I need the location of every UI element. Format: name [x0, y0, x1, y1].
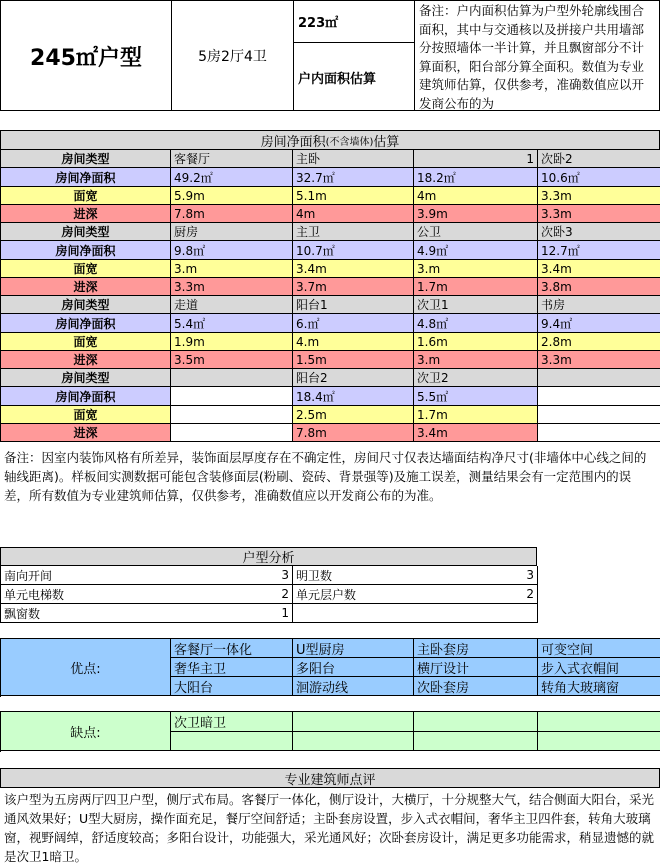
rooms-grid [0, 150, 660, 442]
room-cell [538, 369, 660, 387]
room-cell: 3.5m [171, 351, 293, 369]
room-cell: 2.8m [538, 333, 660, 351]
analysis-value: 3 [171, 566, 293, 585]
room-cell: 5.4㎡ [171, 314, 293, 333]
room-cell: 4m [414, 187, 538, 205]
room-cell: 4.m [293, 333, 414, 351]
room-area-label: 房间净面积 [1, 314, 171, 333]
analysis-label: 明卫数 [293, 566, 414, 585]
room-cell: 6.㎡ [293, 314, 414, 333]
analysis-label: 南向开间 [1, 566, 171, 585]
room-cell: 书房 [538, 296, 660, 314]
analysis-label: 飘窗数 [1, 604, 171, 623]
room-cell: 3.4m [414, 424, 538, 442]
room-cell: 3.9m [414, 205, 538, 223]
room-type-label: 房间类型 [1, 150, 171, 168]
room-cell [538, 406, 660, 424]
header-note: 备注：户内面积估算为户型外轮廓线围合面积，其中与交通核以及拼接户共用墙部分按照墙体一半计算，并且飘窗部分不计算面积，阳台部分算全面积。数值为专业建筑师估算，仅供参考，准确数值应以开发商公布的为 [414, 1, 660, 111]
room-cell: 走道 [171, 296, 293, 314]
rooms-section-title [0, 130, 660, 150]
room-cell: 3.3m [538, 187, 660, 205]
room-width-label: 面宽 [1, 406, 171, 424]
pros-item: 大阳台 [171, 677, 293, 696]
room-cell: 主卧 [293, 150, 414, 168]
room-cell: 7.8m [293, 424, 414, 442]
room-area-label: 房间净面积 [1, 241, 171, 260]
room-cell [171, 424, 293, 442]
analysis-value: 3 [414, 566, 538, 585]
review-text: 该户型为五房两厅四卫户型，侧厅式布局。客餐厅一体化，侧厅设计，大横厅，十分规整大气，结合侧面大阳台，采光通风效果好；U型大厨房，操作面充足，餐厅空间舒适；主卧套房设置，步入式衣帽间，奢华主卫四件套，转角大玻璃窗，视野阔绰，舒适度较高；多阳台设计，功能强大，采光通风好；次卧套房设计，满足更多功能需求，稍显遗憾的就是次卫1暗卫。 [4, 792, 655, 864]
rooms-note: 备注：因室内装饰风格有所差异，装饰面层厚度存在不确定性，房间尺寸仅表达墙面结构净尺寸(非墙体中心线之间的轴线距离)。样板间实测数据可能包含装修面层(粉刷、瓷砖、背景强等)及施工误差，测量结果会有一定范围内的误差，所有数值为专业建筑师估算，仅供参考，准确数值应以开发商公布的为准。 [4, 450, 647, 503]
cons-item [414, 712, 538, 732]
analysis-label: 单元层户数 [293, 585, 414, 604]
pros-item: U型厨房 [293, 639, 414, 658]
room-cell: 3.m [414, 260, 538, 278]
pros-item: 步入式衣帽间 [538, 658, 660, 677]
room-cell: 阳台2 [293, 369, 414, 387]
room-cell: 1.5m [293, 351, 414, 369]
room-cell: 次卫2 [414, 369, 538, 387]
room-depth-label: 进深 [1, 351, 171, 369]
cons-item: 次卫暗卫 [171, 712, 293, 732]
room-cell: 1.6m [414, 333, 538, 351]
room-cell: 18.2㎡ [414, 168, 538, 187]
room-cell: 厨房 [171, 223, 293, 241]
pros-grid [0, 638, 660, 697]
cons-item [538, 732, 660, 752]
review-title: 专业建筑师点评 [0, 768, 660, 788]
rooms-title-small: (不含墙体) [325, 136, 374, 148]
analysis-value [414, 604, 538, 623]
cons-item [293, 732, 414, 752]
room-cell: 49.2㎡ [171, 168, 293, 187]
pros-item: 多阳台 [293, 658, 414, 677]
room-cell: 5.1m [293, 187, 414, 205]
room-cell: 4.9㎡ [414, 241, 538, 260]
room-cell: 10.7㎡ [293, 241, 414, 260]
pros-item: 可变空间 [538, 639, 660, 658]
room-cell: 5.5㎡ [414, 387, 538, 406]
area-value: 223㎡ [293, 1, 414, 42]
room-cell: 公卫 [414, 223, 538, 241]
room-depth-label: 进深 [1, 424, 171, 442]
analysis-label: 单元电梯数 [1, 585, 171, 604]
analysis-value: 2 [171, 585, 293, 604]
pros-item: 洄游动线 [293, 677, 414, 696]
room-cell: 3.4m [293, 260, 414, 278]
room-cell-extra: 1 [414, 150, 538, 168]
room-type-label: 房间类型 [1, 369, 171, 387]
room-width-label: 面宽 [1, 333, 171, 351]
room-cell [538, 424, 660, 442]
room-cell: 32.7㎡ [293, 168, 414, 187]
area-label: 户内面积估算 [293, 42, 414, 111]
room-cell: 7.8m [171, 205, 293, 223]
cons-item [414, 732, 538, 752]
header-block [0, 0, 660, 111]
analysis-title: 户型分析 [0, 547, 537, 566]
room-cell: 2.5m [293, 406, 414, 424]
room-cell: 主卫 [293, 223, 414, 241]
cons-item [293, 712, 414, 732]
cons-grid [0, 711, 660, 752]
room-cell [171, 406, 293, 424]
room-cell: 9.8㎡ [171, 241, 293, 260]
room-cell: 1.9m [171, 333, 293, 351]
room-cell: 次卧2 [538, 150, 660, 168]
pros-item: 客餐厅一体化 [171, 639, 293, 658]
cons-item [171, 732, 293, 752]
layout-label: 5房2厅4卫 [171, 1, 293, 111]
room-cell: 18.4㎡ [293, 387, 414, 406]
room-depth-label: 进深 [1, 278, 171, 296]
room-cell: 1.7m [414, 278, 538, 296]
room-cell: 次卧3 [538, 223, 660, 241]
room-type-label: 房间类型 [1, 296, 171, 314]
room-cell: 4m [293, 205, 414, 223]
pros-item: 奢华主卫 [171, 658, 293, 677]
room-cell: 10.6㎡ [538, 168, 660, 187]
cons-label: 缺点: [1, 712, 171, 751]
room-cell: 次卫1 [414, 296, 538, 314]
room-cell: 5.9m [171, 187, 293, 205]
room-cell [538, 387, 660, 406]
room-cell: 3.4m [538, 260, 660, 278]
pros-item: 次卧套房 [414, 677, 538, 696]
room-cell: 4.8㎡ [414, 314, 538, 333]
unit-type-title: 245㎡户型 [30, 45, 142, 71]
room-cell: 9.4㎡ [538, 314, 660, 333]
pros-item: 横厅设计 [414, 658, 538, 677]
room-area-label: 房间净面积 [1, 387, 171, 406]
room-cell: 3.8m [538, 278, 660, 296]
room-width-label: 面宽 [1, 187, 171, 205]
analysis-value: 2 [414, 585, 538, 604]
room-cell: 3.3m [538, 205, 660, 223]
room-cell: 3.3m [538, 351, 660, 369]
room-type-label: 房间类型 [1, 223, 171, 241]
room-cell: 1.7m [414, 406, 538, 424]
room-cell: 阳台1 [293, 296, 414, 314]
room-depth-label: 进深 [1, 205, 171, 223]
rooms-title-tail: 估算 [373, 134, 400, 150]
room-cell: 3.m [171, 260, 293, 278]
room-cell [171, 387, 293, 406]
pros-item: 转角大玻璃窗 [538, 677, 660, 696]
room-cell: 3.m [414, 351, 538, 369]
pros-item: 主卧套房 [414, 639, 538, 658]
room-cell: 12.7㎡ [538, 241, 660, 260]
pros-label: 优点: [1, 639, 171, 696]
room-area-label: 房间净面积 [1, 168, 171, 187]
room-cell: 3.7m [293, 278, 414, 296]
room-width-label: 面宽 [1, 260, 171, 278]
room-cell [171, 369, 293, 387]
room-cell: 3.3m [171, 278, 293, 296]
analysis-grid [0, 566, 538, 623]
cons-item [538, 712, 660, 732]
rooms-title-main: 房间净面积 [260, 134, 326, 150]
room-cell: 客餐厅 [171, 150, 293, 168]
analysis-label [293, 604, 414, 623]
analysis-value: 1 [171, 604, 293, 623]
